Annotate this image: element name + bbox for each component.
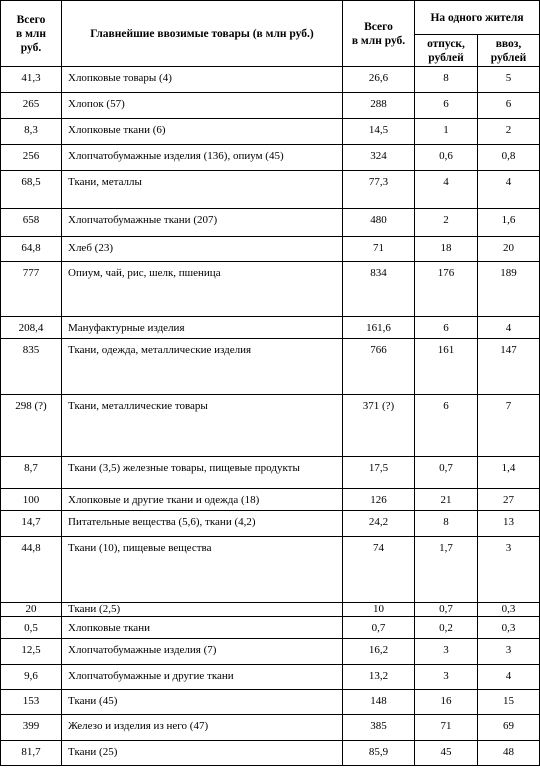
cell-per-capita-export: 45 [415,741,478,766]
cell-total-import: 399 [1,715,62,741]
cell-per-capita-import: 6 [478,93,540,119]
cell-per-capita-import: 4 [478,317,540,339]
cell-per-capita-import: 5 [478,67,540,93]
cell-total-import: 153 [1,690,62,715]
header-total-import: Всего в млн руб. [1,1,62,67]
cell-total-export: 24,2 [343,511,415,537]
cell-per-capita-import: 15 [478,690,540,715]
cell-per-capita-import: 48 [478,741,540,766]
cell-per-capita-export: 161 [415,339,478,395]
table-row [1,537,540,603]
cell-per-capita-export: 6 [415,317,478,339]
cell-per-capita-export: 71 [415,715,478,741]
cell-per-capita-import: 189 [478,262,540,317]
table-row [1,339,540,395]
table-row [1,489,540,511]
cell-per-capita-export: 0,2 [415,617,478,639]
cell-per-capita-import: 3 [478,639,540,665]
cell-goods: Хлопковые ткани (6) [62,119,343,145]
cell-total-export: 148 [343,690,415,715]
table-row [1,209,540,237]
table-row [1,171,540,209]
cell-per-capita-import: 4 [478,171,540,209]
cell-total-export: 385 [343,715,415,741]
table-row [1,741,540,766]
cell-total-import: 12,5 [1,639,62,665]
cell-per-capita-export: 176 [415,262,478,317]
cell-total-export: 834 [343,262,415,317]
table-row [1,715,540,741]
cell-per-capita-export: 4 [415,171,478,209]
cell-total-export: 16,2 [343,639,415,665]
cell-total-import: 265 [1,93,62,119]
table-row [1,317,540,339]
cell-goods: Ткани, металлические товары [62,395,343,457]
cell-per-capita-export: 2 [415,209,478,237]
header-per-capita: На одного жителя [415,1,540,35]
cell-per-capita-export: 18 [415,237,478,262]
cell-total-import: 0,5 [1,617,62,639]
cell-total-export: 17,5 [343,457,415,489]
cell-per-capita-export: 0,6 [415,145,478,171]
cell-per-capita-import: 0,3 [478,617,540,639]
cell-per-capita-import: 20 [478,237,540,262]
cell-total-import: 8,3 [1,119,62,145]
cell-total-export: 77,3 [343,171,415,209]
cell-goods: Хлопчатобумажные и другие ткани [62,665,343,690]
cell-total-import: 8,7 [1,457,62,489]
cell-goods: Ткани (10), пищевые вещества [62,537,343,603]
cell-total-import: 20 [1,603,62,617]
cell-per-capita-export: 16 [415,690,478,715]
header-total-export: Всего в млн руб. [343,1,415,67]
cell-goods: Хлопчатобумажные изделия (136), опиум (45) [62,145,343,171]
cell-goods: Ткани (45) [62,690,343,715]
table-row [1,457,540,489]
cell-per-capita-export: 3 [415,665,478,690]
cell-per-capita-export: 8 [415,67,478,93]
cell-per-capita-import: 147 [478,339,540,395]
cell-total-export: 85,9 [343,741,415,766]
cell-goods: Ткани (25) [62,741,343,766]
cell-per-capita-import: 3 [478,537,540,603]
cell-per-capita-import: 69 [478,715,540,741]
table-row [1,395,540,457]
cell-total-export: 161,6 [343,317,415,339]
cell-total-export: 480 [343,209,415,237]
cell-total-export: 324 [343,145,415,171]
cell-goods: Хлопковые ткани [62,617,343,639]
cell-per-capita-import: 0,3 [478,603,540,617]
cell-goods: Ткани, металлы [62,171,343,209]
cell-per-capita-import: 7 [478,395,540,457]
cell-per-capita-export: 6 [415,395,478,457]
table-row [1,93,540,119]
cell-per-capita-export: 0,7 [415,457,478,489]
cell-goods: Ткани (2,5) [62,603,343,617]
cell-per-capita-export: 3 [415,639,478,665]
cell-per-capita-import: 13 [478,511,540,537]
cell-total-export: 71 [343,237,415,262]
cell-total-import: 658 [1,209,62,237]
cell-goods: Железо и изделия из него (47) [62,715,343,741]
cell-goods: Хлопковые и другие ткани и одежда (18) [62,489,343,511]
cell-total-import: 298 (?) [1,395,62,457]
header-per-capita-import: ввоз, рублей [478,35,540,67]
cell-total-import: 14,7 [1,511,62,537]
cell-total-import: 256 [1,145,62,171]
cell-total-import: 208,4 [1,317,62,339]
cell-total-export: 26,6 [343,67,415,93]
cell-per-capita-import: 2 [478,119,540,145]
cell-per-capita-export: 8 [415,511,478,537]
cell-total-export: 0,7 [343,617,415,639]
cell-per-capita-export: 6 [415,93,478,119]
cell-per-capita-export: 1,7 [415,537,478,603]
cell-goods: Хлопчатобумажные изделия (7) [62,639,343,665]
cell-total-import: 81,7 [1,741,62,766]
table-header [1,1,540,67]
table-row [1,639,540,665]
table-row [1,665,540,690]
cell-goods: Хлопчатобумажные ткани (207) [62,209,343,237]
cell-goods: Мануфактурные изделия [62,317,343,339]
cell-total-export: 766 [343,339,415,395]
cell-total-import: 41,3 [1,67,62,93]
cell-per-capita-import: 0,8 [478,145,540,171]
table-row [1,67,540,93]
table-row [1,511,540,537]
cell-goods: Хлопок (57) [62,93,343,119]
cell-total-export: 371 (?) [343,395,415,457]
cell-total-import: 64,8 [1,237,62,262]
cell-per-capita-import: 1,4 [478,457,540,489]
cell-per-capita-export: 0,7 [415,603,478,617]
cell-goods: Питательные вещества (5,6), ткани (4,2) [62,511,343,537]
table-row [1,603,540,617]
table-body [1,67,540,766]
cell-goods: Ткани, одежда, металлические изделия [62,339,343,395]
cell-total-import: 9,6 [1,665,62,690]
cell-total-export: 288 [343,93,415,119]
table-row [1,119,540,145]
cell-total-import: 777 [1,262,62,317]
cell-per-capita-export: 21 [415,489,478,511]
cell-total-export: 10 [343,603,415,617]
cell-per-capita-import: 4 [478,665,540,690]
cell-total-export: 14,5 [343,119,415,145]
cell-total-export: 126 [343,489,415,511]
table-row [1,262,540,317]
cell-total-import: 44,8 [1,537,62,603]
table-row [1,145,540,171]
cell-total-export: 13,2 [343,665,415,690]
table-row [1,690,540,715]
cell-goods: Ткани (3,5) железные товары, пищевые продукты [62,457,343,489]
cell-per-capita-import: 1,6 [478,209,540,237]
cell-total-import: 835 [1,339,62,395]
cell-total-import: 68,5 [1,171,62,209]
header-per-capita-export: отпуск, рублей [415,35,478,67]
cell-goods: Хлопковые товары (4) [62,67,343,93]
table-row [1,237,540,262]
cell-total-export: 74 [343,537,415,603]
cell-total-import: 100 [1,489,62,511]
cell-per-capita-export: 1 [415,119,478,145]
cell-per-capita-import: 27 [478,489,540,511]
header-goods: Главнейшие ввозимые товары (в млн руб.) [62,1,343,67]
cell-goods: Хлеб (23) [62,237,343,262]
cell-goods: Опиум, чай, рис, шелк, пшеница [62,262,343,317]
table-row [1,617,540,639]
